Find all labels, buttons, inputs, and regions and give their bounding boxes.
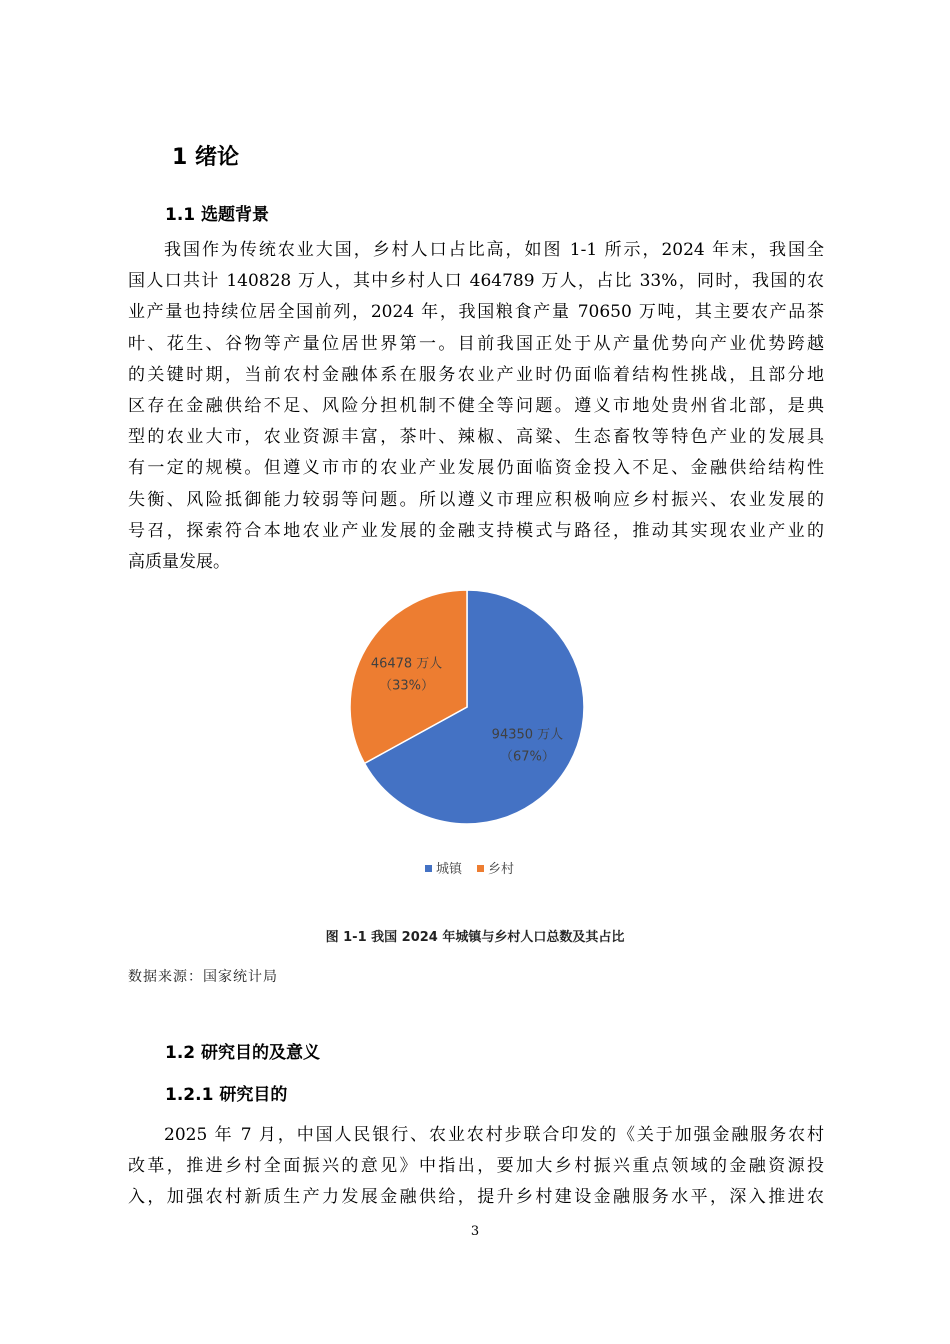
legend-swatch: [425, 865, 432, 872]
paragraph-line: 区存在金融供给不足、风险分担机制不健全等问题。遵义市地处贵州省北部，是典: [128, 396, 824, 417]
pie-percent-label: （33%）: [379, 678, 435, 694]
paragraph-line: 我国作为传统农业大国，乡村人口占比高，如图 1-1 所示，2024 年末，我国全: [164, 240, 824, 260]
paragraph-line: 2025 年 7 月，中国人民银行、农业农村步联合印发的《关于加强金融服务农村: [164, 1125, 824, 1145]
paragraph-line: 业产量也持续位居全国前列，2024 年，我国粮食产量 70650 万吨，其主要农产品茶: [128, 302, 824, 323]
population-pie-chart: [300, 585, 640, 895]
legend-swatch: [477, 865, 484, 872]
paragraph-line: 入，加强农村新质生产力发展金融供给，提升乡村建设金融服务水平，深入推进农: [128, 1187, 824, 1208]
pie-percent-label: （67%）: [499, 749, 555, 765]
section-heading-1-1: 1.1 选题背景: [165, 205, 270, 225]
chapter-heading: 1 绪论: [172, 145, 239, 170]
page-number: 3: [470, 1224, 480, 1239]
paragraph-line: 失衡、风险抵御能力较弱等问题。所以遵义市理应积极响应乡村振兴、农业发展的: [128, 489, 824, 510]
paragraph-line: 改革，推进乡村全面振兴的意见》中指出，要加大乡村振兴重点领域的金融资源投: [128, 1156, 824, 1177]
pie-value-label: 94350 万人: [491, 727, 564, 743]
legend-label: 乡村: [488, 862, 515, 877]
pie-value-label: 46478 万人: [370, 656, 443, 672]
paragraph-line: 国人口共计 140828 万人，其中乡村人口 464789 万人，占比 33%，同时，我国的农: [128, 271, 824, 292]
paragraph-line: 号召，探索符合本地农业产业发展的金融支持模式与路径，推动其实现农业产业的: [128, 520, 824, 541]
section-heading-1-2-1: 1.2.1 研究目的: [165, 1085, 288, 1105]
data-source-note: 数据来源：国家统计局: [128, 969, 278, 985]
background-paragraph: [128, 235, 824, 578]
paragraph-line: 的关键时期，当前农村金融体系在服务农业产业时仍面临着结构性挑战，且部分地: [128, 364, 824, 385]
paragraph-line: 型的农业大市，农业资源丰富，茶叶、辣椒、高粱、生态畜牧等特色产业的发展具: [128, 427, 824, 448]
paragraph-line: 叶、花生、谷物等产量位居世界第一。目前我国正处于从产量优势向产业优势跨越: [128, 333, 824, 354]
figure-caption: 图 1-1 我国 2024 年城镇与乡村人口总数及其占比: [325, 930, 625, 945]
purpose-paragraph: [128, 1120, 824, 1214]
paragraph-line: 高质量发展。: [128, 552, 230, 573]
legend-label: 城镇: [436, 862, 463, 877]
paragraph-line: 有一定的规模。但遵义市市的农业产业发展仍面临资金投入不足、金融供给结构性: [128, 458, 824, 479]
section-heading-1-2: 1.2 研究目的及意义: [165, 1043, 321, 1063]
